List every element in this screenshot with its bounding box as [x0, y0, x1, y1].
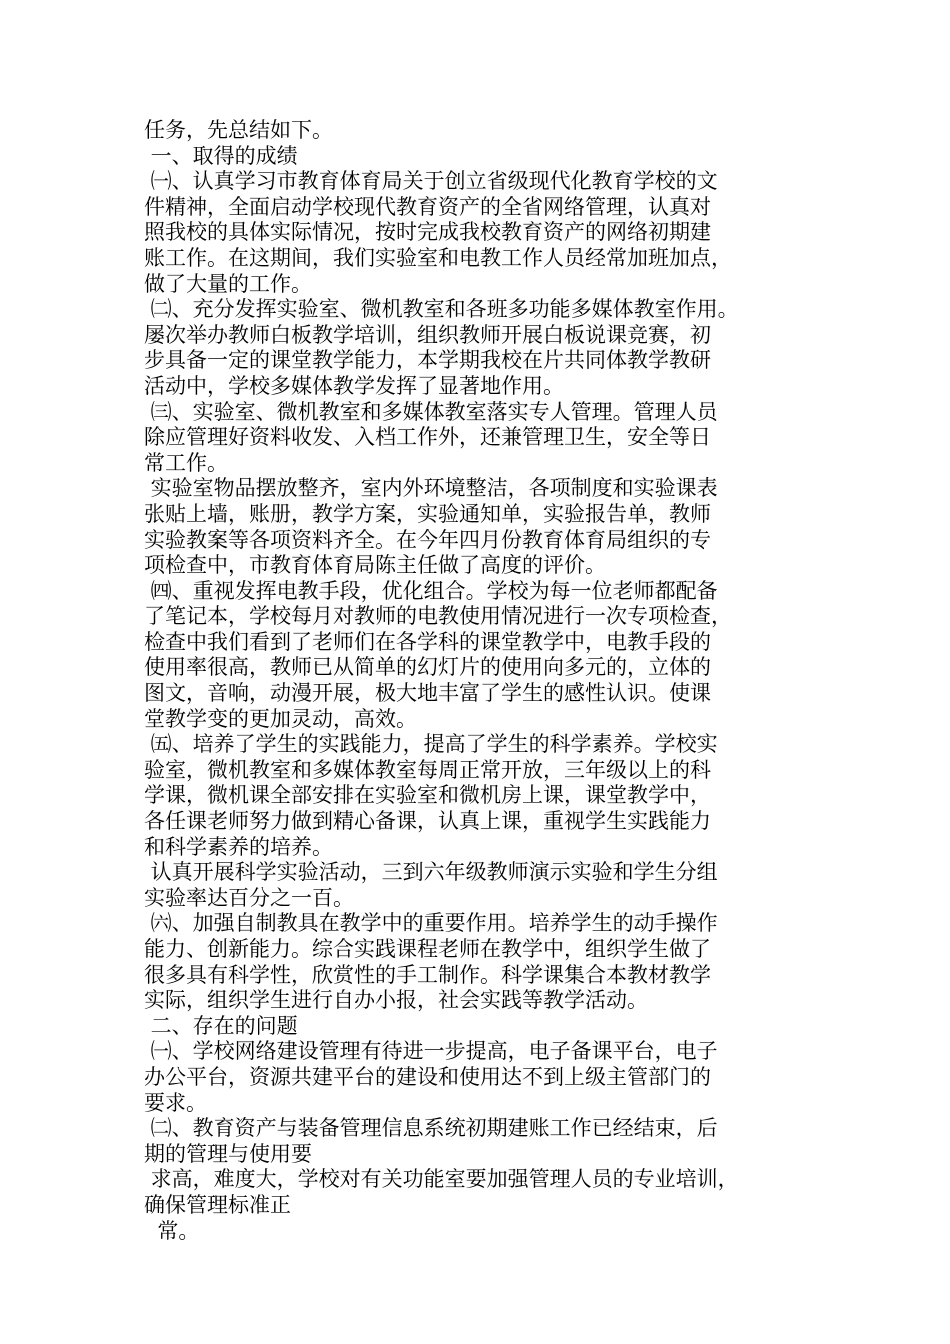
- text-line: ㈡、充分发挥实验室、微机教室和各班多功能多媒体教室作用。: [144, 297, 739, 322]
- text-line: 任务，先总结如下。: [144, 118, 333, 142]
- text-line: 实验室物品摆放整齐，室内外环境整洁，各项制度和实验课表: [144, 476, 718, 501]
- text-line: 要求。: [144, 1090, 207, 1115]
- document-page: [144, 118, 816, 1244]
- text-line: 了笔记本，学校每月对教师的电教使用情况进行一次专项检查，: [144, 604, 732, 629]
- section-heading: 一、取得的成绩: [144, 143, 298, 168]
- text-line: ㈤、培养了学生的实践能力，提高了学生的科学素养。学校实: [144, 732, 718, 757]
- text-line: 和科学素养的培养。: [144, 834, 333, 859]
- text-line: 照我校的具体实际情况，按时完成我校教育资产的网络初期建: [144, 220, 711, 245]
- text-line: 除应管理好资料收发、入档工作外，还兼管理卫生，安全等日: [144, 425, 711, 450]
- text-line: 账工作。在这期间，我们实验室和电教工作人员经常加班加点，: [144, 245, 732, 270]
- text-line: 能力、创新能力。综合实践课程老师在教学中，组织学生做了: [144, 937, 711, 961]
- text-line: 图文，音响，动漫开展，极大地丰富了学生的感性认识。使课: [144, 681, 711, 706]
- text-line: 确保管理标准正: [144, 1192, 291, 1217]
- text-line: 检查中我们看到了老师们在各学科的课堂教学中，电教手段的: [144, 629, 711, 654]
- text-line: 项检查中，市教育体育局陈主任做了高度的评价。: [144, 553, 606, 578]
- section-heading: 二、存在的问题: [144, 1013, 298, 1038]
- text-line: 常。: [144, 1218, 200, 1243]
- text-line: 实验率达百分之一百。: [144, 885, 354, 910]
- text-line: 认真开展科学实验活动，三到六年级教师演示实验和学生分组: [144, 860, 718, 885]
- text-line: 办公平台，资源共建平台的建设和使用达不到上级主管部门的: [144, 1064, 711, 1089]
- text-line: 堂教学变的更加灵动，高效。: [144, 706, 417, 731]
- text-line: 很多具有科学性，欣赏性的手工制作。科学课集合本教材教学: [144, 962, 711, 987]
- text-line: 实验教案等各项资料齐全。在今年四月份教育体育局组织的专: [144, 527, 711, 552]
- text-line: ㈣、重视发挥电教手段，优化组合。学校为每一位老师都配备: [144, 578, 718, 603]
- text-line: ㈡、教育资产与装备管理信息系统初期建账工作已经结束，后: [144, 1116, 718, 1141]
- text-line: 做了大量的工作。: [144, 271, 312, 296]
- text-line: ㈢、实验室、微机教室和多媒体教室落实专人管理。管理人员: [144, 399, 718, 424]
- text-line: 求高，难度大，学校对有关功能室要加强管理人员的专业培训，: [144, 1167, 739, 1192]
- text-line: 屡次举办教师白板教学培训，组织教师开展白板说课竞赛，初: [144, 322, 711, 347]
- text-line: ㈥、加强自制教具在教学中的重要作用。培养学生的动手操作: [144, 911, 718, 936]
- text-line: ㈠、学校网络建设管理有待进一步提高，电子备课平台，电子: [144, 1039, 718, 1064]
- text-line: 期的管理与使用要: [144, 1141, 312, 1166]
- text-line: 学课，微机课全部安排在实验室和微机房上课，课堂教学中，: [144, 783, 711, 808]
- text-line: 张贴上墙，账册，教学方案，实验通知单，实验报告单，教师: [144, 501, 711, 526]
- text-line: ㈠、认真学习市教育体育局关于创立省级现代化教育学校的文: [144, 169, 718, 194]
- text-line: 常工作。: [144, 450, 228, 475]
- text-line: 活动中，学校多媒体教学发挥了显著地作用。: [144, 373, 564, 398]
- text-line: 使用率很高，教师已从简单的幻灯片的使用向多元的，立体的: [144, 655, 711, 680]
- text-line: 验室，微机教室和多媒体教室每周正常开放，三年级以上的科: [144, 757, 711, 782]
- text-line: 实际，组织学生进行自办小报，社会实践等教学活动。: [144, 988, 648, 1013]
- text-line: 各任课老师努力做到精心备课，认真上课，重视学生实践能力: [144, 809, 711, 834]
- text-line: 步具备一定的课堂教学能力，本学期我校在片共同体教学教研: [144, 348, 711, 373]
- text-line: 件精神，全面启动学校现代教育资产的全省网络管理，认真对: [144, 194, 711, 219]
